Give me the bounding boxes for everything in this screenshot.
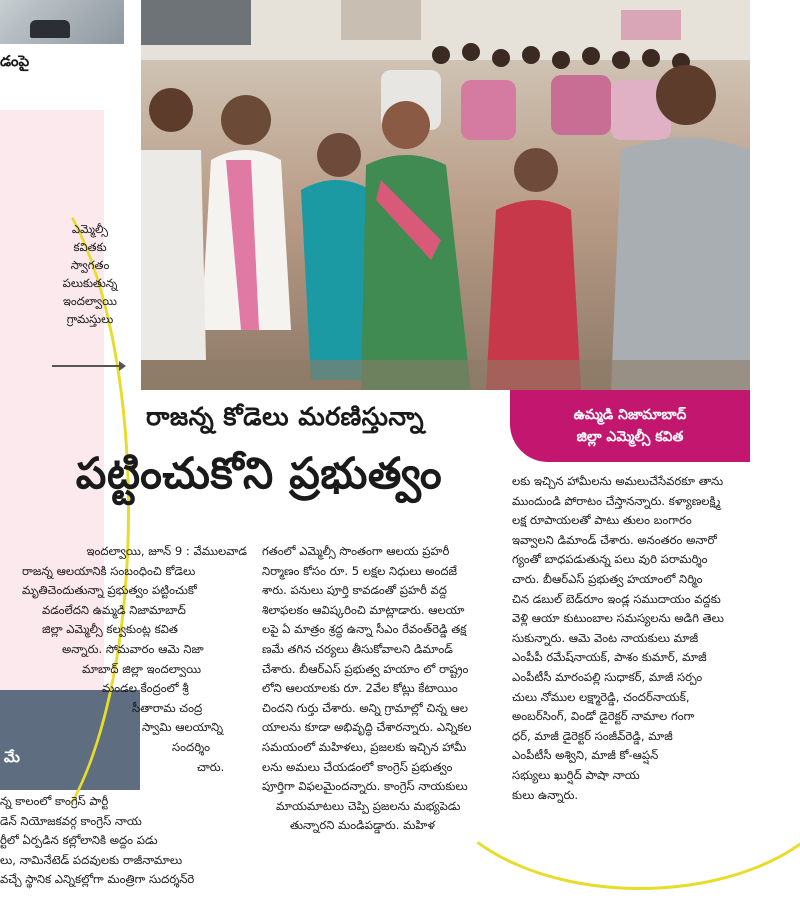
column-line: లక్ష రూపాయలతో పాటు తులం బంగారం	[512, 513, 692, 528]
caption-line: ఎమ్మెల్సీ	[71, 222, 109, 236]
article-kicker: రాజన్న కోడెలు మరణిస్తున్నా	[145, 402, 424, 431]
column-line: ఎంపీపీ రమేష్‌నాయక్, పాశం కుమార్, మాజీ	[512, 650, 707, 665]
caption-line: పలుకుతున్న	[62, 276, 118, 290]
column-line: లోని ఆలయాలకు రూ. 2వేల కోట్లు కేటాయిం	[262, 681, 458, 696]
column-line: ఎంపీటీసీ మారంపల్లి సుధాకర్, మాజీ సర్పం	[512, 669, 703, 684]
column-line: సుకున్నారు. ఆమె వెంట నాయకులు మాజీ	[512, 630, 699, 645]
column-line: శిలాఫలకం ఆవిష్కరించి మాట్లాడారు. ఆలయా	[262, 602, 465, 617]
column-line: చారు.	[197, 759, 225, 774]
article-column-3	[512, 472, 755, 805]
column-line: లకు ఇచ్చిన హామీలను అమలుచేసేవరకూ తాను	[512, 474, 724, 488]
column-line: చేశారు. బీఆర్ఎస్ ప్రభుత్వ హయాం లో రాష్ట్రం	[262, 661, 469, 676]
column-line: డెన్ నియోజకవర్గ కాంగ్రెస్ నాయ	[0, 813, 142, 828]
column-line: జిల్లా ఎమ్మెల్సీ కల్వకుంట్ల కవిత	[42, 622, 178, 637]
column-line: పూర్తిగా విఫలమైందన్నారు. కాంగ్రెస్ నాయకులు	[262, 779, 468, 794]
column-line: గ్యంతో బాధపడుతున్న పలు వురి పరామర్శిం	[512, 552, 708, 567]
caption-line: స్వాగతం	[70, 258, 110, 272]
caption-line: ఇందల్వాయి	[63, 294, 117, 308]
left-article-photo	[0, 0, 124, 44]
column-line: వచ్చే స్థానిక ఎన్నికల్లోగా మంత్రిగా సుదర్శన్‌రె	[0, 872, 195, 887]
left-article-body	[0, 792, 250, 890]
caption-line: కవితకు	[73, 240, 107, 254]
column-line: శారు. పనులు పూర్తి కావడంతో ప్రహరీ వద్ద	[262, 583, 447, 598]
column-line: వడంలేదని ఉమ్మడి నిజామాబాద్	[42, 602, 186, 617]
column-line: అన్నారు. సోమవారం ఆమె నిజా	[62, 641, 204, 656]
column-line: తున్నారని మండిపడ్డారు. మహిళ	[290, 818, 435, 833]
column-line: ఇవ్వాలని డిమాండ్ చేశారు. అనంతరం అనారో	[512, 532, 717, 547]
photo-caption	[40, 220, 140, 328]
column-line: చులు నోముల లక్ష్మారెడ్డి, చందర్‌నాయక్,	[512, 689, 690, 704]
article-headline: పట్టించుకోని ప్రభుత్వం	[75, 449, 443, 499]
column-line: ర్టీలో ఏర్పడిన కల్లోలానికి అద్దం పడు	[0, 833, 158, 848]
badge-line-1: ఉమ్మడి నిజామాబాద్	[573, 407, 687, 423]
column-line: మృతిచెందుతున్నా ప్రభుత్వం పట్టించుకో	[22, 583, 197, 598]
column-line: మాయమాటలు చెప్పి ప్రజలను మభ్యపెడు	[276, 798, 461, 813]
column-line: సీతారామ చంద్ర	[132, 700, 203, 715]
column-line: మాబాద్ జిల్లా ఇందల్వాయి	[82, 661, 201, 676]
column-line: నిర్మాణం కోసం రూ. 5 లక్షల నిధులు అందజే	[262, 563, 458, 578]
crowd-illustration	[141, 0, 750, 390]
column-line: గతంలో ఎమ్మెల్సీ సొంతంగా ఆలయ ప్రహరీ	[262, 544, 450, 558]
column-line: కులు ఉన్నారు.	[512, 787, 579, 802]
badge-line-2: జిల్లా ఎమ్మెల్సీ కవిత	[576, 429, 684, 445]
column-line: ఇందల్వాయి, జూన్ 9 : వేములవాడ	[86, 544, 247, 558]
left-box-label: మే	[4, 748, 20, 766]
caption-arrow-icon	[52, 365, 124, 367]
article-column-2	[262, 542, 502, 836]
column-line: స్వామి ఆలయాన్ని	[142, 720, 224, 735]
column-line: అంబర్‌సింగ్, విండో డైరెక్టర్ నామాల గంగా	[512, 709, 695, 724]
column-line: చిందని గుర్తు చేశారు. అన్ని గ్రామాల్లో చిన్న ఆల	[262, 700, 468, 715]
column-line: మండల కేంద్రంలో శ్రీ	[102, 681, 189, 696]
column-line: యాలను కూడా అభివృద్ధి చేశారన్నారు. ఎన్నికల	[262, 720, 472, 735]
column-line: వెళ్లి ఆయా కుటుంబాల సమస్యలను అడిగి తెలు	[512, 611, 724, 626]
column-line: లను అమలు చేయడంలో కాంగ్రెస్ ప్రభుత్వం	[262, 759, 453, 774]
column-line: సమయంలో మహిళలు, ప్రజలకు ఇచ్చిన హామీ	[262, 739, 467, 754]
column-line: లు, నామినేటెడ్ పదవులకు రాజీనామాలు	[0, 852, 183, 867]
column-line: లపై ఏ మాత్రం శ్రద్ధ ఉన్నా సీఎం రేవంత్‌రెడ్డి తక్ష	[262, 622, 467, 637]
column-line: న్న కాలంలో కాంగ్రెస్ పార్టీ	[0, 794, 109, 808]
article-column-1	[22, 542, 247, 777]
column-line: చిన డబుల్ బెడ్‌రూం ఇండ్ల సముదాయం వద్దకు	[512, 591, 721, 606]
column-line: ముందుండి పోరాటం చేస్తానన్నారు. కళ్యాణలక్ష్మి	[512, 493, 721, 508]
column-line: ఎంపీటీసీ అశ్విని, మాజీ కో-ఆప్షన్	[512, 748, 659, 763]
column-line: సందర్శిం	[172, 739, 211, 754]
column-line: చారు. బీఆర్ఎస్ ప్రభుత్వ హయాంలో నిర్మిం	[512, 571, 703, 586]
left-article-headline-fragment: డంపై	[0, 52, 30, 70]
column-line: ధర్, మాజీ డైరెక్టర్ సంజీవ్‌రెడ్డి, మాజీ	[512, 728, 673, 743]
column-line: రాజన్న ఆలయానికి సంబంధించి కోడెలు	[22, 563, 196, 578]
author-badge	[510, 390, 750, 462]
news-photo	[141, 0, 750, 390]
caption-line: గ్రామస్తులు	[66, 312, 114, 326]
column-line: సభ్యులు ఖుర్షిద్ పాషా నాయ	[512, 767, 640, 782]
column-line: ణమే తగిన చర్యలు తీసుకోవాలని డిమాండ్	[262, 641, 453, 656]
